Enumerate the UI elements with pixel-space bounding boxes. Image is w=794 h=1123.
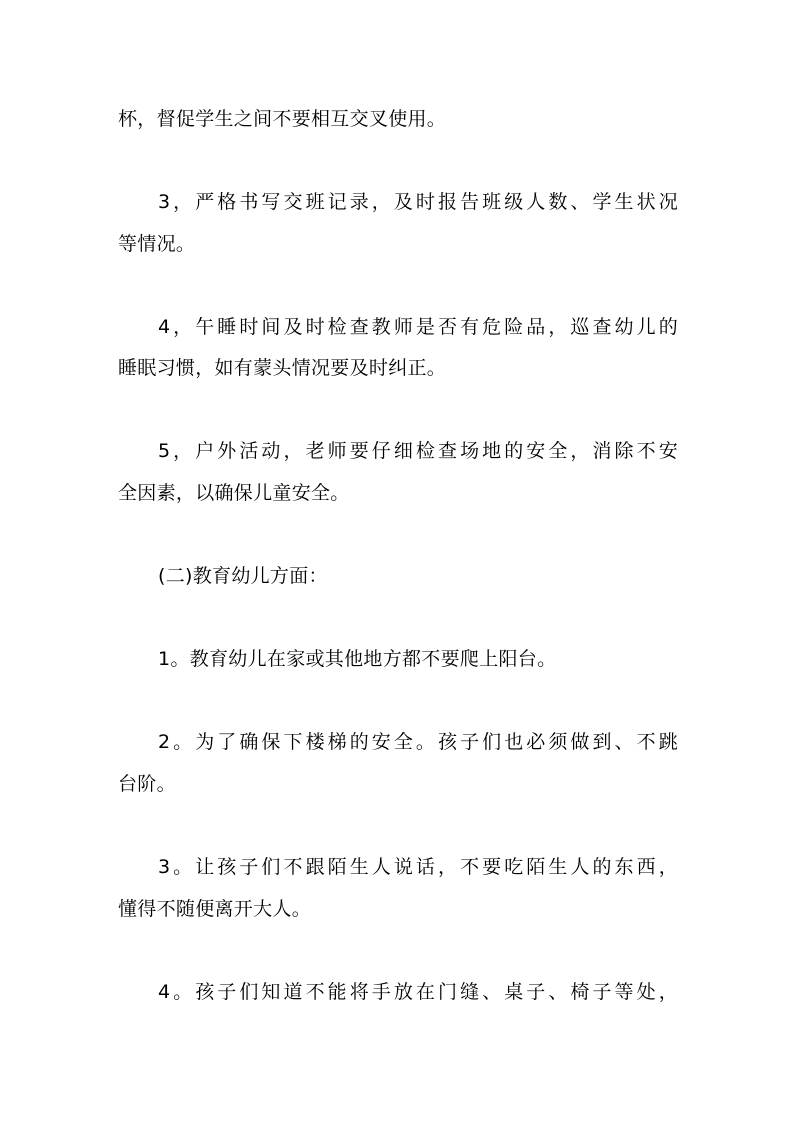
paragraph-line: 杯，督促学生之间不要相互交叉使用。 (118, 108, 447, 130)
paragraph-line: 3。让孩子们不跟陌生人说话，不要吃陌生人的东西， (158, 856, 678, 878)
paragraph-line: 3，严格书写交班记录，及时报告班级人数、学生状况 (158, 191, 678, 213)
section-heading: (二)教育幼儿方面： (158, 565, 328, 587)
paragraph-line: 台阶。 (118, 773, 176, 795)
paragraph-line: 等情况。 (118, 233, 196, 255)
paragraph-line: 全因素，以确保儿童安全。 (118, 482, 350, 504)
paragraph-line: 1。教育幼儿在家或其他地方都不要爬上阳台。 (158, 648, 557, 670)
paragraph-line: 睡眠习惯，如有蒙头情况要及时纠正。 (118, 357, 447, 379)
paragraph-line: 懂得不随便离开大人。 (118, 898, 312, 920)
paragraph-line: 5，户外活动，老师要仔细检查场地的安全，消除不安 (158, 440, 678, 462)
paragraph-line: 4。孩子们知道不能将手放在门缝、桌子、椅子等处， (158, 981, 678, 1003)
paragraph-line: 4，午睡时间及时检查教师是否有危险品，巡查幼儿的 (158, 316, 678, 338)
paragraph-line: 2。为了确保下楼梯的安全。孩子们也必须做到、不跳 (158, 731, 678, 753)
